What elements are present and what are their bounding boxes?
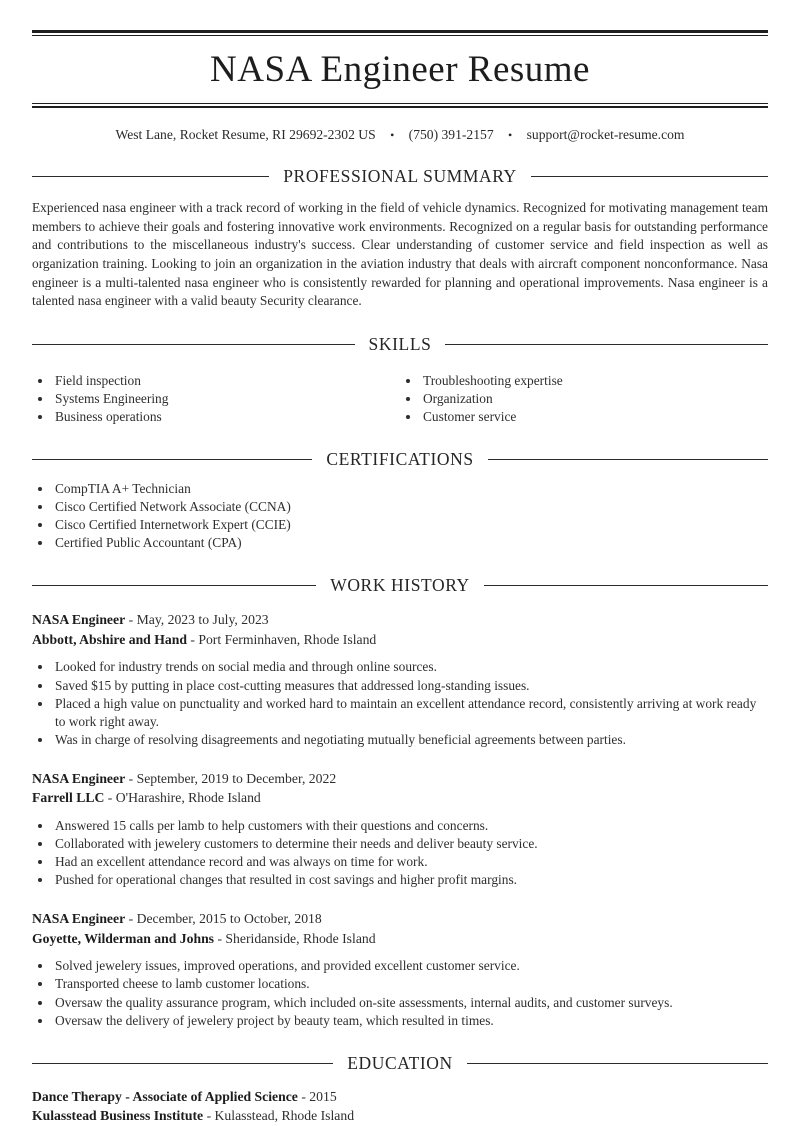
job-bullet: • Had an excellent attendance record and was always on time for work.: [53, 853, 768, 871]
bullet-separator: •: [390, 128, 395, 143]
section-title: WORK HISTORY: [330, 575, 470, 596]
job-company-line: [32, 630, 768, 650]
section-title: SKILLS: [368, 333, 432, 354]
job-bullet-list: [32, 957, 768, 1029]
rule-thick: [32, 106, 768, 109]
job-company: Abbott, Abshire and Hand: [32, 631, 187, 647]
contact-phone: (750) 391-2157: [408, 127, 494, 143]
page-title: NASA Engineer Resume: [210, 48, 590, 90]
education-degree: Dance Therapy - Associate of Applied Science: [32, 1088, 298, 1104]
certifications-list: [32, 480, 768, 552]
education-year: 2015: [309, 1088, 337, 1104]
skill-item: • Organization: [421, 390, 768, 408]
job-company: Goyette, Wilderman and Johns: [32, 930, 215, 946]
rule-thin: [32, 35, 768, 36]
job-bullet: • Solved jewelery issues, improved operations, and provided excellent customer service.: [53, 957, 768, 975]
summary-paragraph: Experienced nasa engineer with a track record of working in the field of vehicle dynamics. Recognized for motivating management team members to achieve their goals and fostering innovative work environments. Recognized on a regular basis for outstanding performance and contributions to the miscellaneous industry's success. Clear understanding of customer service and field inspection as well as organization training. Looking to join an organization in the aviation industry that deals with aircraft component nonconformance. Nasa engineer is a multi-talented nasa engineer who is consistently rewarded for planning and operational improvements. Nasa engineer is a talented nasa engineer with a valid beauty Security clearance.: [32, 200, 768, 309]
job-bullet: • Pushed for operational changes that resulted in cost savings and higher profit margins.: [53, 871, 768, 889]
education-degree-line: [32, 1087, 768, 1107]
heading-rule-left: [32, 459, 312, 460]
section-heading-professional-summary: [32, 166, 768, 187]
job-bullet: • Answered 15 calls per lamb to help customers with their questions and concerns.: [53, 817, 768, 835]
certification-item: • Certified Public Accountant (CPA): [53, 534, 768, 552]
education-school-line: [32, 1106, 768, 1126]
job-bullet: • Collaborated with jewelery customers to determine their needs and deliver beauty service.: [53, 835, 768, 853]
section-title: CERTIFICATIONS: [326, 449, 474, 470]
job-title-line: [32, 909, 768, 929]
certification-item: • Cisco Certified Network Associate (CCNA): [53, 498, 768, 516]
job-entry: [32, 610, 768, 748]
contact-line: [32, 127, 768, 143]
heading-rule-right: [531, 176, 768, 177]
heading-rule-right: [484, 585, 768, 586]
section-heading-certifications: [32, 449, 768, 470]
skill-item: • Business operations: [53, 408, 400, 426]
skill-item: • Troubleshooting expertise: [421, 372, 768, 390]
skill-item: • Systems Engineering: [53, 390, 400, 408]
contact-address: West Lane, Rocket Resume, RI 29692-2302 US: [115, 127, 376, 143]
heading-rule-left: [32, 344, 355, 345]
separator: -: [217, 930, 222, 946]
section-title: EDUCATION: [347, 1052, 453, 1073]
job-entry: [32, 769, 768, 889]
certification-item: • Cisco Certified Internetwork Expert (CCIE): [53, 516, 768, 534]
separator: -: [301, 1088, 306, 1104]
job-bullet: • Was in charge of resolving disagreements and negotiating mutually beneficial agreements between parties.: [53, 731, 768, 749]
job-title-line: [32, 610, 768, 630]
separator: -: [128, 770, 134, 786]
job-bullet: • Placed a high value on punctuality and worked hard to maintain an excellent attendance record, consistently arriving at work ready to work right away.: [53, 695, 768, 731]
separator: -: [206, 1108, 212, 1124]
separator: -: [107, 790, 113, 806]
resume-page: [0, 30, 800, 1126]
job-company-line: [32, 929, 768, 949]
heading-rule-left: [32, 176, 269, 177]
skills-list-right: [400, 372, 768, 426]
skills-columns: [32, 364, 768, 426]
contact-email: support@rocket-resume.com: [526, 127, 685, 143]
job-dates: September, 2019 to December, 2022: [136, 770, 337, 786]
job-location: O'Harashire, Rhode Island: [115, 790, 261, 806]
section-heading-education: [32, 1053, 768, 1074]
header-top-rule: [32, 30, 768, 36]
heading-rule-right: [488, 459, 768, 460]
job-bullet: • Oversaw the delivery of jewelery project by beauty team, which resulted in times.: [53, 1012, 768, 1030]
section-heading-work-history: [32, 575, 768, 596]
skill-item: • Field inspection: [53, 372, 400, 390]
heading-rule-right: [445, 344, 768, 345]
separator: -: [190, 631, 195, 647]
job-dates: May, 2023 to July, 2023: [136, 612, 269, 628]
job-company: Farrell LLC: [32, 790, 105, 806]
separator: -: [128, 612, 134, 628]
heading-rule-left: [32, 1063, 333, 1064]
heading-rule-right: [467, 1063, 768, 1064]
section-title: PROFESSIONAL SUMMARY: [283, 166, 517, 187]
header-bottom-rule: [32, 103, 768, 109]
skill-item: • Customer service: [421, 408, 768, 426]
bullet-separator: •: [508, 128, 513, 143]
job-bullet: • Transported cheese to lamb customer locations.: [53, 975, 768, 993]
skills-list-left: [32, 372, 400, 426]
job-bullet: • Oversaw the quality assurance program, which included on-site assessments, internal audits, and customer surveys.: [53, 994, 768, 1012]
education-entry: [32, 1087, 768, 1126]
certification-item: • CompTIA A+ Technician: [53, 480, 768, 498]
job-bullet-list: [32, 658, 768, 748]
separator: -: [128, 911, 134, 927]
job-dates: December, 2015 to October, 2018: [136, 911, 322, 927]
education-location: Kulasstead, Rhode Island: [214, 1108, 355, 1124]
section-heading-skills: [32, 334, 768, 355]
education-school: Kulasstead Business Institute: [32, 1108, 204, 1124]
job-title: NASA Engineer: [32, 911, 126, 927]
job-entry: [32, 909, 768, 1029]
job-title: NASA Engineer: [32, 770, 126, 786]
job-company-line: [32, 788, 768, 808]
job-bullet-list: [32, 817, 768, 889]
job-title: NASA Engineer: [32, 612, 126, 628]
heading-rule-left: [32, 585, 316, 586]
job-bullet: • Looked for industry trends on social media and through online sources.: [53, 658, 768, 676]
rule-thin: [32, 103, 768, 104]
job-location: Sheridanside, Rhode Island: [225, 930, 376, 946]
job-bullet: • Saved $15 by putting in place cost-cutting measures that addressed long-standing issues.: [53, 677, 768, 695]
rule-thick: [32, 30, 768, 33]
job-location: Port Ferminhaven, Rhode Island: [198, 631, 377, 647]
job-title-line: [32, 769, 768, 789]
